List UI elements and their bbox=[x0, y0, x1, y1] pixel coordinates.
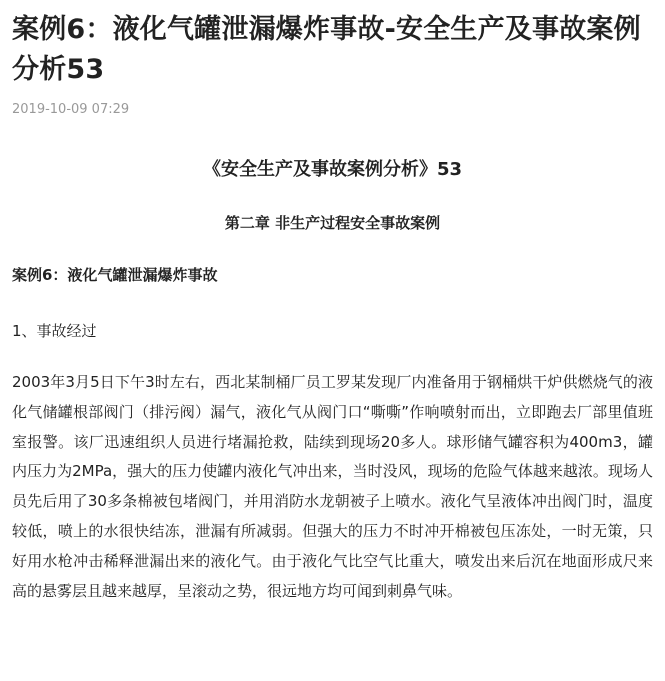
chapter-heading: 第二章 非生产过程安全事故案例 bbox=[224, 214, 441, 232]
book-title: 《安全生产及事故案例分析》53 bbox=[202, 159, 463, 180]
body-paragraph: 2003年3月5日下午3时左右，西北某制桶厂员工罗某发现厂内准备用于钢桶烘干炉供燃烧气的液化气储罐根部阀门（排污阀）漏气，液化气从阀门口“嘶嘶”作响喷射而出，立即跑去厂部里值班室报警。该厂迅速组织人员进行堵漏抢救，陆续到现场20多人。球形储气罐容积为400m3，罐内压力为2MPa，强大的压力使罐内液化气冲出来，当时没风，现场的危险气体越来越浓。现场人员先后用了30多条棉被包堵阀门，并用消防水龙朝被子上喷水。液化气呈液体冲出阀门时，温度较低，喷上的水很快结冻，泄漏有所减弱。但强大的压力不时冲开棉被包压冻处，一时无策，只好用水枪冲击稀释泄漏出来的液化气。由于液化气比空气比重大，喷发出来后沉在地面形成尺来高的悬雾层且越来越厚，呈滚动之势，很远地方均可闻到刺鼻气味。 bbox=[12, 373, 653, 600]
article-title: 案例6：液化气罐泄漏爆炸事故-安全生产及事故案例分析53 bbox=[12, 14, 641, 85]
case-heading: 案例6：液化气罐泄漏爆炸事故 bbox=[12, 266, 218, 284]
section-heading: 1、事故经过 bbox=[12, 322, 97, 340]
publish-date: 2019-10-09 07:29 bbox=[12, 102, 130, 117]
